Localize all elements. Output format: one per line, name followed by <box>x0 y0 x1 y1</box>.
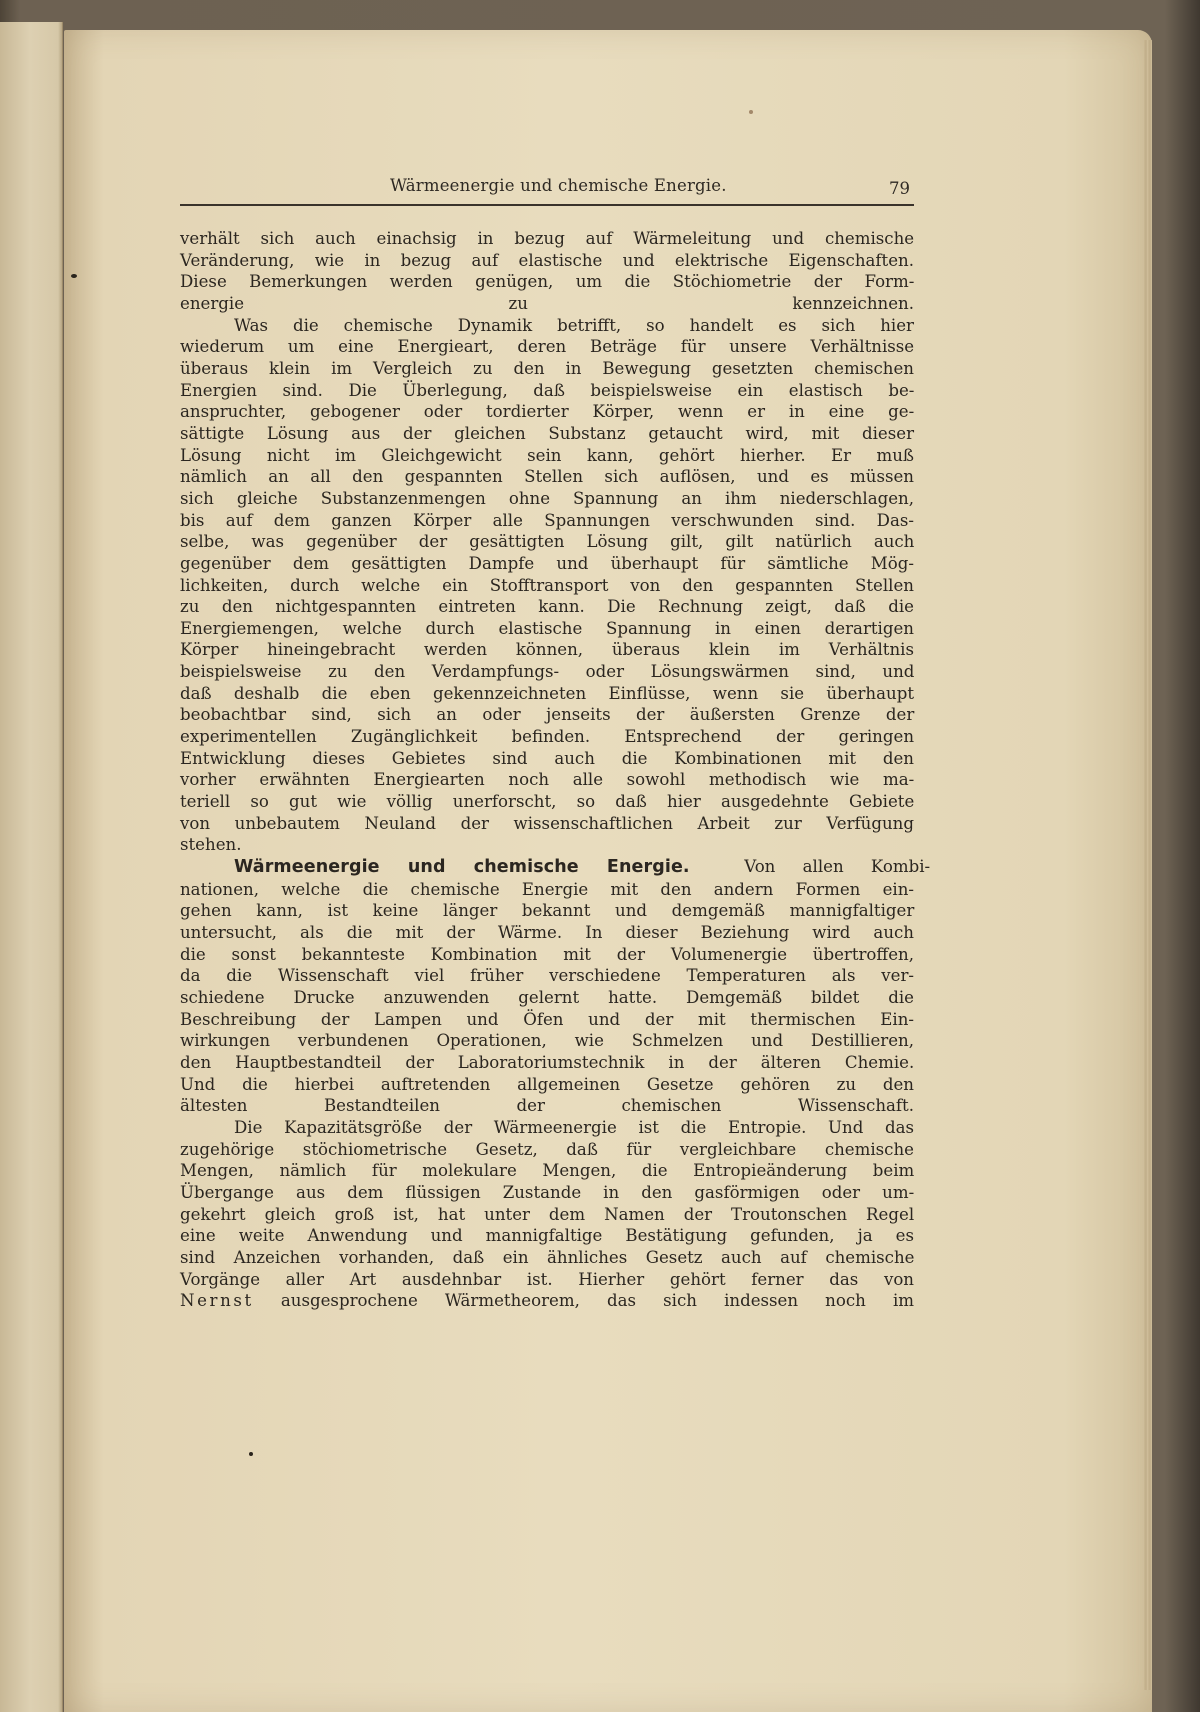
text-line: Energien sind. Die Überlegung, daß beispielsweise ein elastisch be- <box>180 380 915 400</box>
text-line: sich gleiche Substanzenmengen ohne Spannung an ihm niederschlagen, <box>180 488 914 508</box>
page-number: 79 <box>889 179 910 198</box>
text-line: teriell so gut wie völlig unerforscht, so daß hier ausgedehnte Gebiete <box>180 792 915 812</box>
text-line: die sonst bekannteste Kombination mit der Volumenergie übertroffen, <box>180 944 914 964</box>
text-line: selbe, was gegenüber der gesättigten Lösung gilt, gilt natürlich auch <box>180 532 915 552</box>
text-line: daß deshalb die eben gekennzeichneten Einflüsse, wenn sie überhaupt <box>180 683 914 703</box>
text-line: zugehörige stöchiometrische Gesetz, daß für vergleichbare chemische <box>180 1139 914 1159</box>
ink-speck <box>71 274 77 278</box>
text-line: experimentellen Zugänglichkeit befinden. Entsprechend der geringen <box>180 727 914 747</box>
running-header <box>180 170 914 206</box>
facing-page-edge <box>0 22 63 1712</box>
text-line: gekehrt gleich groß ist, hat unter dem Namen der Troutonschen Regel <box>180 1204 915 1224</box>
text-line: vorher erwähnten Energiearten noch alle sowohl methodisch wie ma- <box>180 770 915 790</box>
text-line: untersucht, als die mit der Wärme. In dieser Beziehung wird auch <box>180 923 914 942</box>
text-line-last <box>180 1290 914 1312</box>
text-line: Veränderung, wie in bezug auf elastische und elektrische Eigenschaften. <box>180 250 914 270</box>
text-line: energie zu kennzeichnen. <box>180 293 914 313</box>
text-line: Diese Bemerkungen werden genügen, um die Stöchiometrie der Form- <box>180 272 915 292</box>
text-line: von unbebautem Neuland der wissenschaftlichen Arbeit zur Verfügung <box>180 813 914 833</box>
text-line: lichkeiten, durch welche ein Stofftransport von den gespannten Stellen <box>180 575 914 595</box>
paragraph-1 <box>180 228 914 315</box>
text-line: überaus klein im Vergleich zu den in Bewegung gesetzten chemischen <box>180 358 914 378</box>
text-line: da die Wissenschaft viel früher verschiedene Temperaturen als ver- <box>180 966 914 986</box>
text-line: Mengen, nämlich für molekulare Mengen, die Entropieänderung beim <box>180 1161 915 1181</box>
running-title: Wärmeenergie und chemische Energie. <box>390 176 727 195</box>
text-line: verhält sich auch einachsig in bezug auf Wärmeleitung und chemische <box>180 229 915 248</box>
text-line: bis auf dem ganzen Körper alle Spannungen verschwunden sind. Das- <box>180 510 914 530</box>
text-line: gegenüber dem gesättigten Dampfe und überhaupt für sämtliche Mög- <box>180 553 914 573</box>
text-line: sind Anzeichen vorhanden, daß ein ähnliches Gesetz auch auf chemische <box>180 1247 915 1267</box>
paragraph-section <box>180 856 931 1117</box>
text-line: Die Kapazitätsgröße der Wärmeenergie ist die Entropie. Und das <box>234 1117 915 1137</box>
text-line: stehen. <box>180 835 242 855</box>
text-line: Körper hineingebracht werden können, überaus klein im Verhältnis <box>180 640 914 660</box>
text-line: zu den nichtgespannten eintreten kann. Die Rechnung zeigt, daß die <box>180 597 914 617</box>
text-line: den Hauptbestandteil der Laboratoriumstechnik in der älteren Chemie. <box>180 1052 915 1072</box>
text-line: ausgesprochene Wärmetheorem, das sich indessen noch im <box>280 1291 915 1311</box>
section-first-line <box>180 856 931 879</box>
ink-speck <box>249 1452 253 1456</box>
ink-speck <box>749 110 753 114</box>
text-line: schiedene Drucke anzuwenden gelernt hatte. Demgemäß bildet die <box>180 987 914 1007</box>
text-line: eine weite Anwendung und mannigfaltige Bestätigung gefunden, ja es <box>180 1226 914 1246</box>
text-line: nämlich an all den gespannten Stellen sich auflösen, und es müssen <box>180 467 914 487</box>
text-line: Beschreibung der Lampen und Öfen und der mit thermischen Ein- <box>180 1009 915 1029</box>
text-line: Vorgänge aller Art ausdehnbar ist. Hierher gehört ferner das von <box>180 1269 914 1289</box>
text-line: Übergange aus dem flüssigen Zustande in den gasförmigen oder um- <box>180 1182 915 1202</box>
text-line: Was die chemische Dynamik betrifft, so handelt es sich hier <box>234 315 914 335</box>
text-line: wirkungen verbundenen Operationen, wie Schmelzen und Destillieren, <box>180 1031 914 1051</box>
text-line: beobachtbar sind, sich an oder jenseits der äußersten Grenze der <box>180 705 915 725</box>
text-line: Lösung nicht im Gleichgewicht sein kann, gehört hierher. Er muß <box>180 445 914 465</box>
text-line: sättigte Lösung aus der gleichen Substanz getaucht wird, mit dieser <box>180 423 914 443</box>
text-line: Von allen Kombi- <box>744 857 931 877</box>
body-text <box>180 228 931 1312</box>
text-line: Und die hierbei auftretenden allgemeinen Gesetze gehören zu den <box>180 1074 914 1094</box>
text-line: Energiemengen, welche durch elastische Spannung in einen derartigen <box>180 618 914 638</box>
text-line: ältesten Bestandteilen der chemischen Wissenschaft. <box>180 1096 914 1116</box>
text-line: Entwicklung dieses Gebietes sind auch die Kombinationen mit den <box>180 748 914 768</box>
paragraph-2 <box>180 315 914 856</box>
text-line: wiederum um eine Energieart, deren Beträge für unsere Verhältnisse <box>180 337 915 357</box>
text-line: anspruchter, gebogener oder tordierter Körper, wenn er in eine ge- <box>180 402 915 422</box>
author-name-nernst: Nernst <box>180 1291 254 1311</box>
text-line: nationen, welche die chemische Energie mit den andern Formen ein- <box>180 879 914 899</box>
text-line: beispielsweise zu den Verdampfungs- oder Lösungswärmen sind, und <box>180 662 915 682</box>
text-line: gehen kann, ist keine länger bekannt und demgemäß mannigfaltiger <box>180 901 915 921</box>
paragraph-4 <box>180 1117 914 1312</box>
section-heading: Wärmeenergie und chemische Energie. <box>234 857 690 878</box>
page-stack-edge <box>1144 40 1152 1690</box>
